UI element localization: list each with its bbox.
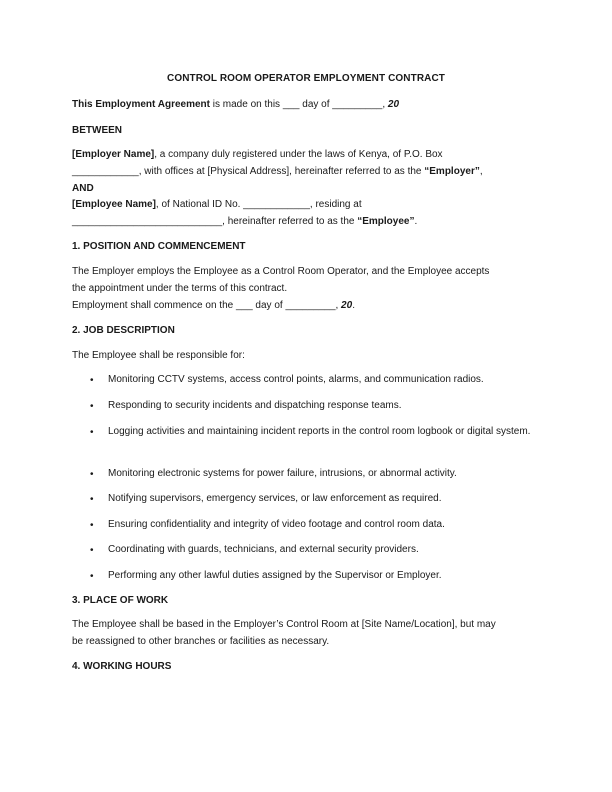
- bullet-marker: •: [90, 571, 94, 582]
- intro-line: [72, 98, 399, 111]
- section-3-heading: 3. PLACE OF WORK: [72, 595, 169, 606]
- employer-line2-post: ,: [479, 166, 483, 177]
- bullet-marker: •: [90, 469, 94, 480]
- intro-bold-lead: This Employment Agreement: [72, 99, 210, 110]
- intro-text: is made on this ___ day of _________,: [210, 99, 386, 110]
- list-item: Coordinating with guards, technicians, and external security providers.: [108, 544, 419, 555]
- section-1-p1-line2: the appointment under the terms of this contract.: [72, 283, 288, 294]
- employer-line-1: [72, 148, 443, 161]
- employer-name-placeholder: [Employer Name]: [72, 149, 155, 160]
- commence-text: Employment shall commence on the ___ day of _________,: [72, 300, 339, 311]
- employer-role-label: “Employer”: [424, 166, 480, 177]
- section-1-p1-line1: The Employer employs the Employee as a Control Room Operator, and the Employee accepts: [72, 266, 490, 277]
- bullet-marker: •: [90, 427, 94, 438]
- employee-line2-pre: ___________________________, hereinafter referred to as the: [72, 216, 358, 227]
- employee-name-placeholder: [Employee Name]: [72, 199, 156, 210]
- bullet-marker: •: [90, 545, 94, 556]
- section-3-line2: be reassigned to other branches or facilities as necessary.: [72, 636, 330, 647]
- list-item: Monitoring CCTV systems, access control points, alarms, and communication radios.: [108, 374, 484, 385]
- list-item: Responding to security incidents and dispatching response teams.: [108, 400, 402, 411]
- bullet-marker: •: [90, 375, 94, 386]
- employer-line2-pre: ____________, with offices at [Physical Address], hereinafter referred to as the: [72, 166, 425, 177]
- employee-role-label: “Employee”: [357, 216, 415, 227]
- bullet-marker: •: [90, 494, 94, 505]
- intro-year: 20: [385, 99, 400, 110]
- employee-line-1: [72, 198, 362, 211]
- section-3-line1: The Employee shall be based in the Employer’s Control Room at [Site Name/Location], but may: [72, 619, 496, 630]
- bullet-marker: •: [90, 520, 94, 531]
- section-2-heading: 2. JOB DESCRIPTION: [72, 325, 175, 336]
- employer-line1-rest: , a company duly registered under the laws of Kenya, of P.O. Box: [154, 149, 443, 160]
- list-item: Ensuring confidentiality and integrity of video footage and control room data.: [108, 519, 445, 530]
- bullet-marker: •: [90, 401, 94, 412]
- list-item: Performing any other lawful duties assigned by the Supervisor or Employer.: [108, 570, 442, 581]
- commence-year: 20: [338, 300, 353, 311]
- between-label: BETWEEN: [72, 125, 122, 136]
- list-item: Notifying supervisors, emergency services, or law enforcement as required.: [108, 493, 442, 504]
- employee-line-2: [72, 215, 417, 228]
- commence-end: .: [352, 300, 355, 311]
- section-1-p2: [72, 299, 355, 312]
- list-item: Monitoring electronic systems for power failure, intrusions, or abnormal activity.: [108, 468, 457, 479]
- section-1-heading: 1. POSITION AND COMMENCEMENT: [72, 241, 246, 252]
- and-label: AND: [72, 183, 94, 194]
- employee-line1-rest: , of National ID No. ____________, residing at: [155, 199, 362, 210]
- list-item: Logging activities and maintaining incident reports in the control room logbook or digital system.: [108, 426, 531, 437]
- employer-line-2: [72, 165, 483, 178]
- employee-line2-post: .: [414, 216, 418, 227]
- section-4-heading: 4. WORKING HOURS: [72, 661, 172, 672]
- section-2-lead: The Employee shall be responsible for:: [72, 350, 245, 361]
- document-title: CONTROL ROOM OPERATOR EMPLOYMENT CONTRACT: [167, 73, 445, 84]
